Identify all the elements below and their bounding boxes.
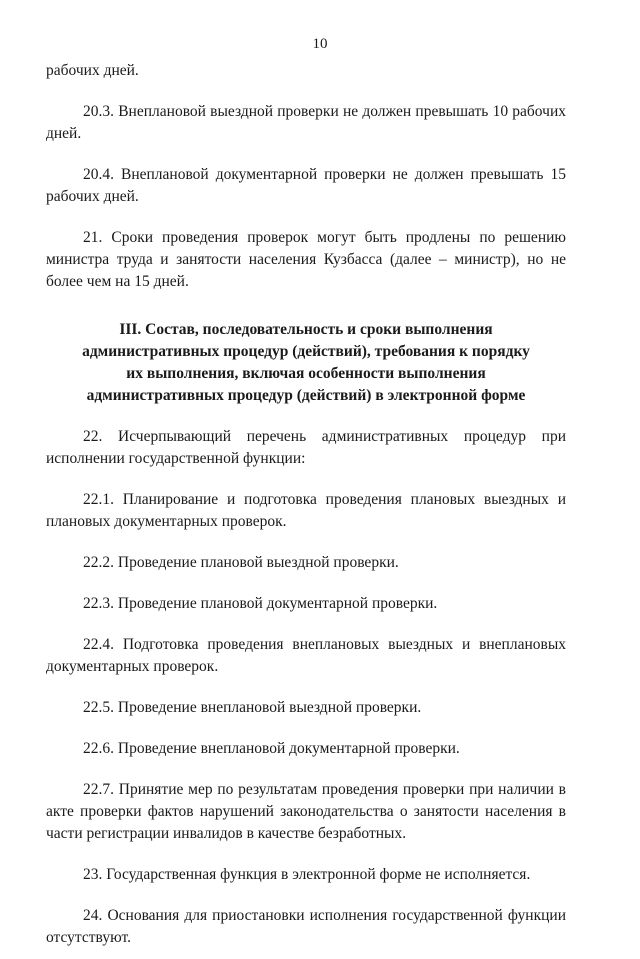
paragraph-24: 24. Основания для приостановки исполнения государственной функции отсутствуют. <box>46 907 566 946</box>
section-heading-line: их выполнения, включая особенности выполнения <box>126 365 486 382</box>
paragraph-22-3: 22.3. Проведение плановой документарной проверки. <box>83 595 438 612</box>
paragraph-20-4: 20.4. Внеплановой документарной проверки не должен превышать 15 рабочих дней. <box>46 166 566 205</box>
paragraph-22-1: 22.1. Планирование и подготовка проведения плановых выездных и плановых документарных проверок. <box>46 491 566 530</box>
document-body <box>46 60 566 959</box>
paragraph-21: 21. Сроки проведения проверок могут быть продлены по решению министра труда и занятости населения Кузбасса (далее – министр), но не более чем на 15 дней. <box>46 229 566 290</box>
paragraph-22-2: 22.2. Проведение плановой выездной проверки. <box>83 554 399 571</box>
paragraph-23: 23. Государственная функция в электронной форме не исполняется. <box>83 866 531 883</box>
paragraph-20-3: 20.3. Внеплановой выездной проверки не должен превышать 10 рабочих дней. <box>46 103 566 142</box>
section-heading-line: административных процедур (действий), требования к порядку <box>82 343 530 360</box>
paragraph-22-7: 22.7. Принятие мер по результатам проведения проверки при наличии в акте проверки фактов нарушений законодательства о занятости населения в части регистрации инвалидов в качестве безработных. <box>46 781 566 842</box>
page-number: 10 <box>312 36 328 52</box>
paragraph-22: 22. Исчерпывающий перечень административных процедур при исполнении государственной функции: <box>46 428 566 467</box>
paragraph-22-4: 22.4. Подготовка проведения внеплановых выездных и внеплановых документарных проверок. <box>46 636 566 675</box>
paragraph-22-6: 22.6. Проведение внеплановой документарной проверки. <box>83 740 460 757</box>
paragraph-continuation: рабочих дней. <box>46 62 139 79</box>
section-heading <box>46 319 566 407</box>
section-heading-line: административных процедур (действий) в электронной форме <box>86 387 526 404</box>
section-heading-line: III. Состав, последовательность и сроки выполнения <box>119 321 493 338</box>
paragraph-22-5: 22.5. Проведение внеплановой выездной проверки. <box>83 699 422 716</box>
